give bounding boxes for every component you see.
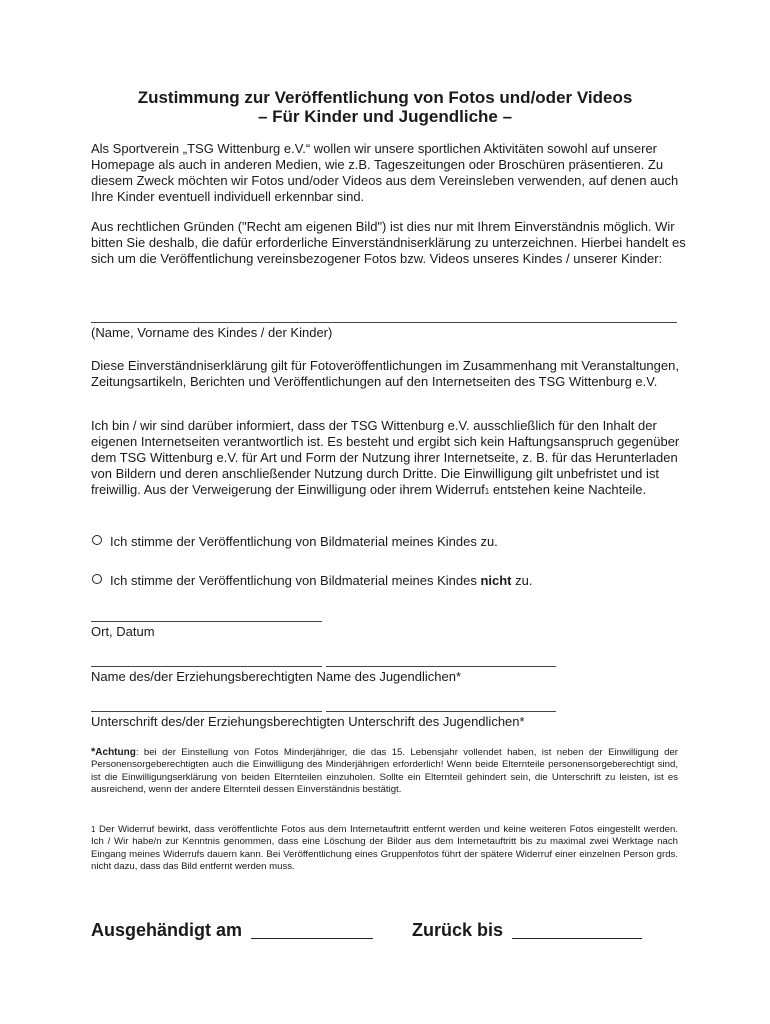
consent-yes-option[interactable] [92,534,498,550]
guardian-signature-line[interactable] [91,711,322,712]
return-field [412,919,642,941]
note-asterisk: * [91,746,96,758]
consent-yes-label: Ich stimme der Veröffentlichung von Bildmaterial meines Kindes zu. [110,534,498,549]
liability-text-end: entstehen keine Nachteile. [489,482,647,497]
signature-label: Unterschrift des/der Erziehungsberechtigten Unterschrift des Jugendlichen* [91,714,525,729]
intro-paragraph: Als Sportverein „TSG Wittenburg e.V.“ wollen wir unsere sportlichen Aktivitäten sowohl auf unserer Homepage als auch in anderen Medien, wie z.B. Tageszeitungen oder Broschüren präsentieren. Zu diesem Zweck möchten wir Fotos und/oder Videos aus dem Vereinsleben verwenden, auf denen auch Ihre Kinder eventuell individuell erkennbar sind. [91,141,679,204]
youth-signature-line[interactable] [326,711,556,712]
guardian-name-line[interactable] [91,666,322,667]
radio-circle-icon[interactable] [92,535,102,545]
footnote-number: 1 [91,825,96,834]
handed-out-label: Ausgehändigt am [91,920,243,940]
youth-name-line[interactable] [326,666,556,667]
legal-paragraph: Aus rechtlichen Gründen ("Recht am eigenen Bild") ist dies nur mit Ihrem Einverständnis möglich. Wir bitten Sie deshalb, die dafür erforderliche Einverständniserklärung zu unterzeichnen. Hierbei handelt es sich um die Veröffentlichung vereinsbezogener Fotos bzw. Videos unseres Kindes / unserer Kinder: [91,219,686,266]
place-date-line[interactable] [91,621,322,622]
names-label: Name des/der Erziehungsberechtigten Name des Jugendlichen* [91,669,461,684]
return-line[interactable] [512,938,642,939]
note-heading: Achtung [95,747,136,758]
footnote-reference: 1 [484,487,490,496]
footnote [91,824,678,873]
attention-note [91,746,678,796]
return-label: Zurück bis [412,920,504,940]
radio-circle-icon[interactable] [92,574,102,584]
consent-no-label-end: zu. [511,573,533,588]
scope-paragraph: Diese Einverständniserklärung gilt für Fotoveröffentlichungen im Zusammenhang mit Veranstaltungen, Zeitungsartikeln, Berichten und Veröffentlichungen auf den Internetseiten des TSG Wittenburg e.V. [91,358,679,389]
liability-text: Ich bin / wir sind darüber informiert, dass der TSG Wittenburg e.V. ausschließlich für den Inhalt der eigenen Internetseiten verantwortlich ist. Es besteht und ergibt sich kein Haftungsanspruch gegenüber dem TSG Wittenburg e.V. für Art und Form der Nutzung ihrer Internetseite, z. B. für das Herunterladen von Bildern und deren anschließender Nutzung durch Dritte. Die Einwilligung gilt unbefristet und ist freiwillig. Aus der Verweigerung der Einwilligung oder ihrem Widerruf [91,418,680,497]
note-text: : bei der Einstellung von Fotos Minderjähriger, die das 15. Lebensjahr vollendet haben, ist neben der Einwilligung der Personensorgeberechtigten auch die Einwilligung des Minderjährigen erforderlich! Wenn beide Elternteile personensorgeberechtigt sind, ist die Einwilligungserklärung von beiden Elternteilen einzuholen. Sollte ein Elternteil gehindert sein, die Unterschrift zu leisten, ist es ausreichend, wenn der andere Elternteil dessen Einverständnis bestätigt. [91,747,678,795]
child-name-line[interactable] [91,322,677,323]
liability-paragraph [91,418,691,500]
place-date-label: Ort, Datum [91,624,155,639]
document-subtitle: – Für Kinder und Jugendliche – [257,107,513,126]
document-title: Zustimmung zur Veröffentlichung von Fotos und/oder Videos [137,88,633,107]
consent-no-emphasis: nicht [480,573,512,588]
consent-no-label-start: Ich stimme der Veröffentlichung von Bildmaterial meines Kindes [110,573,481,588]
footnote-text: Der Widerruf bewirkt, dass veröffentlichte Fotos aus dem Internetauftritt entfernt werden und keine weiteren Fotos eingestellt werden. Ich / Wir habe/n zur Kenntnis genommen, dass eine Löschung der Bilder aus dem Internetauftritt bis zu maximal zwei Werktage nach Eingang meines Widerrufs dauern kann. Bei Veröffentlichung eines Gruppenfotos führt der spätere Widerruf einer einzelnen Person grds. nicht dazu, dass das Bild entfernt werden muss. [91,824,678,872]
child-name-label: (Name, Vorname des Kindes / der Kinder) [91,325,333,340]
consent-no-option[interactable] [92,573,532,589]
handed-out-line[interactable] [251,938,373,939]
handed-out-field [91,919,373,941]
